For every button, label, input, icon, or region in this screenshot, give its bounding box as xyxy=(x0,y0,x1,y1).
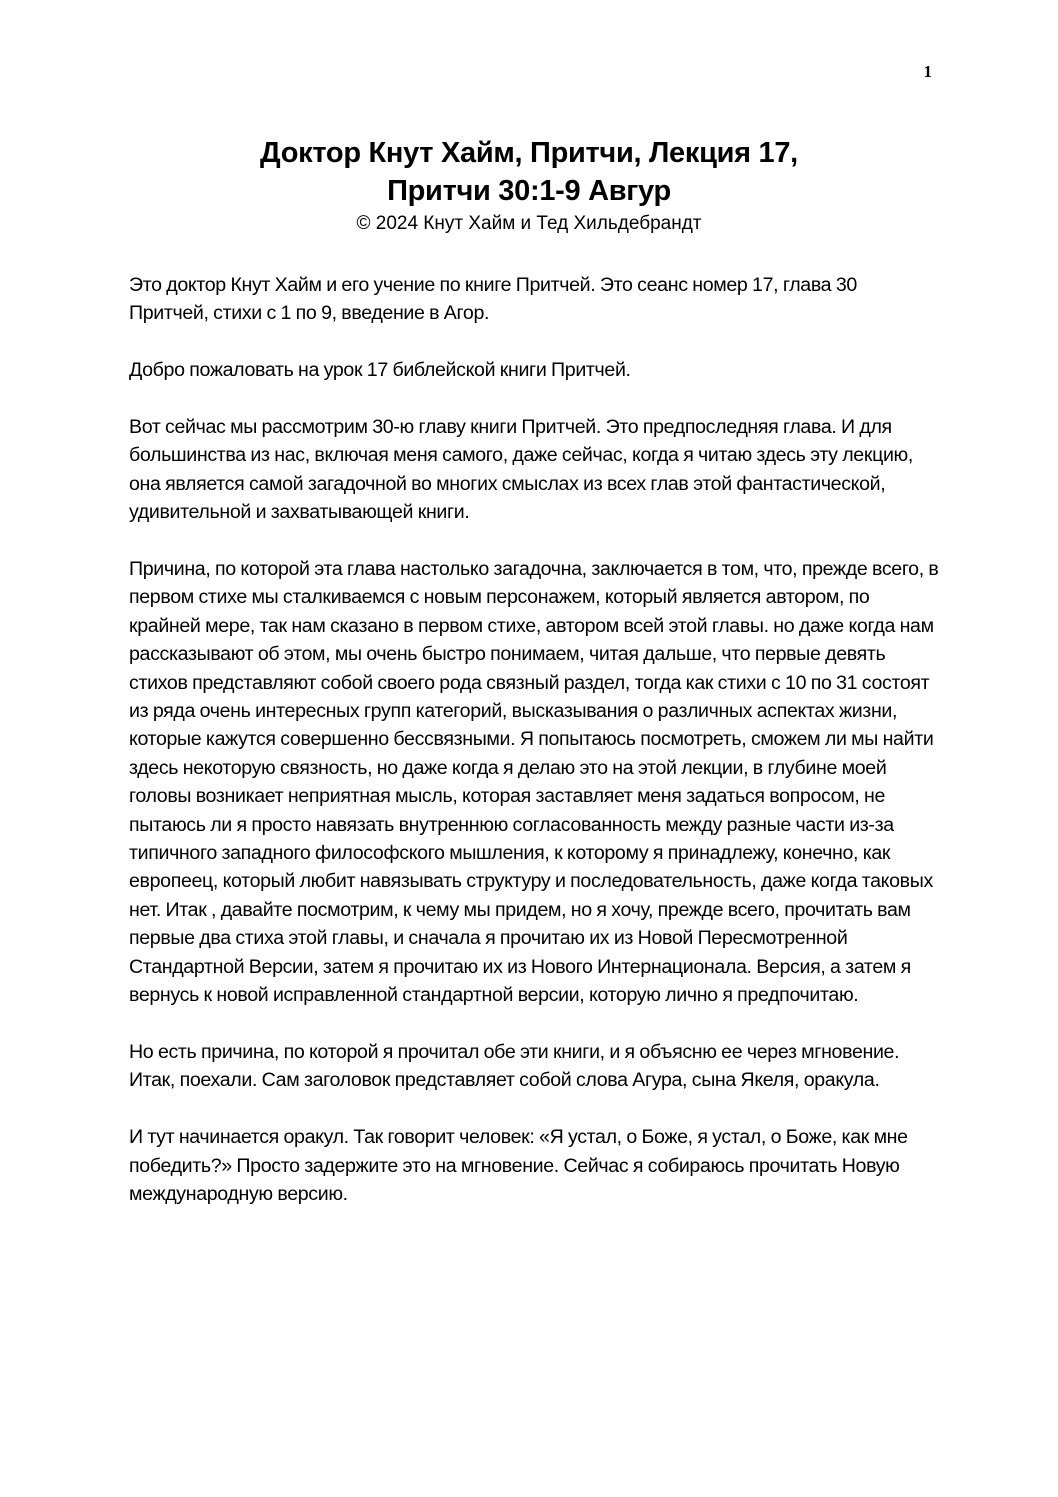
paragraph: Добро пожаловать на урок 17 библейской книги Притчей. xyxy=(129,359,631,382)
paragraph: Причина, по которой эта глава настолько загадочна, заключается в том, что, прежде всего, в первом стихе мы сталкиваемся с новым персонажем, который является автором, по крайней мере, так нам сказано в первом стихе, автором всей этой главы. но даже когда нам рассказывают об этом, мы очень быстро понимаем, читая дальше, что первые девять стихов представляют собой своего рода связный раздел, тогда как стихи с 10 по 31 состоят из ряда очень интересных групп категорий, высказывания о различных аспектах жизни, которые кажутся совершенно бессвязными. Я попытаюсь посмотреть, сможем ли мы найти здесь некоторую связность, но даже когда я делаю это на этой лекции, в глубине моей головы возникает неприятная мысль, которая заставляет меня задаться вопросом, не пытаюсь ли я просто навязать внутреннюю согласованность между разные части из-за типичного западного философского мышления, к которому я принадлежу, конечно, как европеец, который любит навязывать структуру и последовательность, даже когда таковых нет. Итак , давайте посмотрим, к чему мы придем, но я хочу, прежде всего, прочитать вам первые два стиха этой главы, и сначала я прочитаю их из Новой Пересмотренной Стандартной Версии, затем я прочитаю их из Нового Интернационала. Версия, а затем я вернусь к новой исправленной стандартной версии, которую лично я предпочитаю. xyxy=(129,558,939,1007)
paragraph: И тут начинается оракул. Так говорит человек: «Я устал, о Боже, я устал, о Боже, как мне победить?» Просто задержите это на мгновение. Сейчас я собираюсь прочитать Новую международную версию. xyxy=(129,1126,908,1205)
copyright-line: © 2024 Кнут Хайм и Тед Хильдебрандт xyxy=(356,213,702,234)
paragraph: Вот сейчас мы рассмотрим 30-ю главу книги Притчей. Это предпоследняя глава. И для большинства из нас, включая меня самого, даже сейчас, когда я читаю здесь эту лекцию, она является самой загадочной во многих смыслах из всех глав этой фантастической, удивительной и захватывающей книги. xyxy=(129,416,913,524)
document-body xyxy=(129,271,941,1237)
title-block xyxy=(0,134,1058,238)
document-title-line-2: Притчи 30:1-9 Авгур xyxy=(387,175,671,207)
paragraph: Это доктор Кнут Хайм и его учение по книге Притчей. Это сеанс номер 17, глава 30 Притчей, стихи с 1 по 9, введение в Агор. xyxy=(129,274,857,325)
page-number: 1 xyxy=(923,62,932,81)
paragraph: Но есть причина, по которой я прочитал обе эти книги, и я объясню ее через мгновение. Итак, поехали. Сам заголовок представляет собой слова Агура, сына Якеля, оракула. xyxy=(129,1040,900,1092)
document-title-line-1: Доктор Кнут Хайм, Притчи, Лекция 17, xyxy=(260,137,798,169)
